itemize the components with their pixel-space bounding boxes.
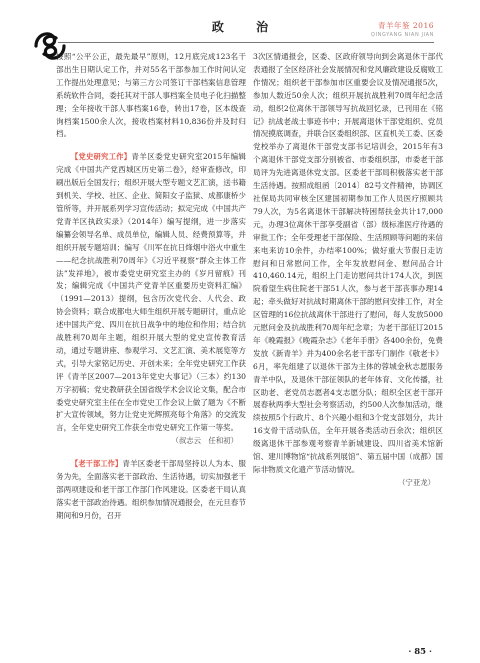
party-history-tag: 【党史研究工作】 — [71, 152, 132, 162]
header-divider — [58, 42, 434, 43]
party-history-text: 青羊区委党史研究室2015年编辑完成《中国共产党西城区历史第二卷》，经审查修改，印刷出版后全国发行；组织开展大型专题文艺汇演，送书籍到机关、学校、社区、企业、简阳女子监狱、成都康桥少管所等，并开展系列学习宣传活动；拟定完成《中国共产党青羊区执政实录》（2014年）编写提纲，进一步落实编纂会领导名单、成员单位，编辑人员、经费预算等，并组织开展专题培训；编写《川军在抗日烽烟中浴火中重生——纪念抗战胜利70周年》《习近平视察“群众主体工作法”发祥地》，被市委党史研究室主办的《岁月留痕》刊发；编辑完成《中国共产党青羊区重要历史资料汇编》（1991—2013）提纲，包含历次党代会、人代会、政协会资料；联合成都电大师生组织开展专题研讨，重点论述中国共产党、四川在抗日战争中的地位和作用；结合抗战胜利70周年主题，组织开展大型的党史宣传教育活动，通过专题讲座、参观学习、文艺汇演、美术展览等方式，引导大家铭记历史、开创未来；全年党史研究工作获评《青羊区2007—2013年党史大事记》（三本）约130万字初稿；党史教研获全国省级学术会议论文集，配合市委党史研究室主任在全市党史工作会议上做了题为《不断扩大宣传领域，努力让党史光辉照亮每个角落》的交流发言，全年党史研究工作获全市党史研究工作第一等奖。 — [56, 152, 246, 433]
party-history-credit: （叔志云 任和初） — [171, 436, 238, 446]
party-history-section — [56, 151, 246, 448]
left-column — [56, 51, 246, 635]
veteran-cadres-section — [56, 458, 246, 523]
section-title: 政 治 — [211, 20, 283, 34]
intro-paragraph: 按照“公平公正，最先最早”原则，12月底完成123名干部出生日期认定工作，并对55名干部参加工作时间认定工作提出处理意见；与第三方公司签订干部档案信息管理系统软件合同，委托其对干部人事档案全员电子化扫描整理；全年接收干部人事档案16卷，转出17卷，区本级查询档案1500余人次，接收档案材料10,836份并及时归档。 — [56, 52, 246, 139]
veteran-cadres-text: 青羊区委老干部局坚持以人为本、服务为先，全面落实老干部政治、生活待遇，切实加强老干部两项建设和老干部工作部门作风建设。区委老干局认真落实老干部政治待遇。组织参加情况通报会，在元旦春节期间和9月份，召开 — [56, 459, 246, 520]
right-column — [253, 51, 443, 635]
right-column-text: 3次区情通报会，区委、区政府领导向到会离退休干部代表通报了全区经济社会发展情况和党风廉政建设反腐败工作情况；组织老干部参加市区重要会议及情况通报5次，参加人数近50余人次；组织开展抗战胜利70周年纪念活动，组织2位离休干部领导写抗战回忆录，已刊用在《铭记》抗战老战士事迹书中；开展离退休干部党组织、党员情况摸底调查，并联合区委组织部、区直机关工委、区委党校举办了离退休干部党支部书记培训会，2015年有3个离退休干部党支部分别被省、市委组织部，市委老干部局评为先进离退休党支部。区委老干部局积极落实老干部生活待遇。按照成组函〔2014〕82号文件精神，协调区社保局共同审核全区建国初期参加工作人员医疗照顾共79人次，为5名离退休干部解决特困帮扶金共计17,000元，办理3位离休干部享受副省（部）级标准医疗待遇的审批工作；全年受理老干部保险、生活照顾等问题的来信来电来访10余件，办结率100%；做好重大节假日走访慰问和日常慰问工作，全年发放慰问金、慰问品合计410,460.14元，组织上门走访慰问共计174人次，到医院看望生病住院老干部51人次，参与老干部丧事办理14起；牵头做好对抗战时期离休干部的慰问安排工作，对全区管理的16位抗战离休干部进行了慰问，每人发放5000元慰问金及抗战胜利70周年纪念章；为老干部征订2015年《晚霞报》《晚霞杂志》《老年手册》各400余份，免费发放《新青羊》并为400余名老干部专门制作《敬老卡》6月，率先组建了以退休干部为主体的蓉城金秋志愿服务青羊中队，及退休干部征领队的老年体育、文化传播，社区助老、老党员志愿者4支志愿分队；组织全区老干部开展春秋两季大型社会考察活动，约500人次参加活动，继续按照5个行政片、8个兴趣小组和3个党支部划分，共计16支骨干活动队伍，全年开展各类活动百余次；组织区级离退休干部参观考察青羊新城建设、四川省美术馆新馆、建川博物馆“抗战系列展馆”、第五届中国（成都）国际非物质文化遗产节活动情况。 — [253, 52, 443, 474]
right-column-credit: （宁亚龙） — [398, 477, 435, 487]
page-number: · 85 · — [408, 647, 432, 657]
book-title: 青羊年鉴 2016 — [378, 21, 434, 30]
right-column-paragraph — [253, 51, 443, 490]
book-pinyin: QINGYANG NIAN JIAN — [371, 32, 434, 38]
veteran-cadres-tag: 【老干部工作】 — [71, 459, 123, 469]
